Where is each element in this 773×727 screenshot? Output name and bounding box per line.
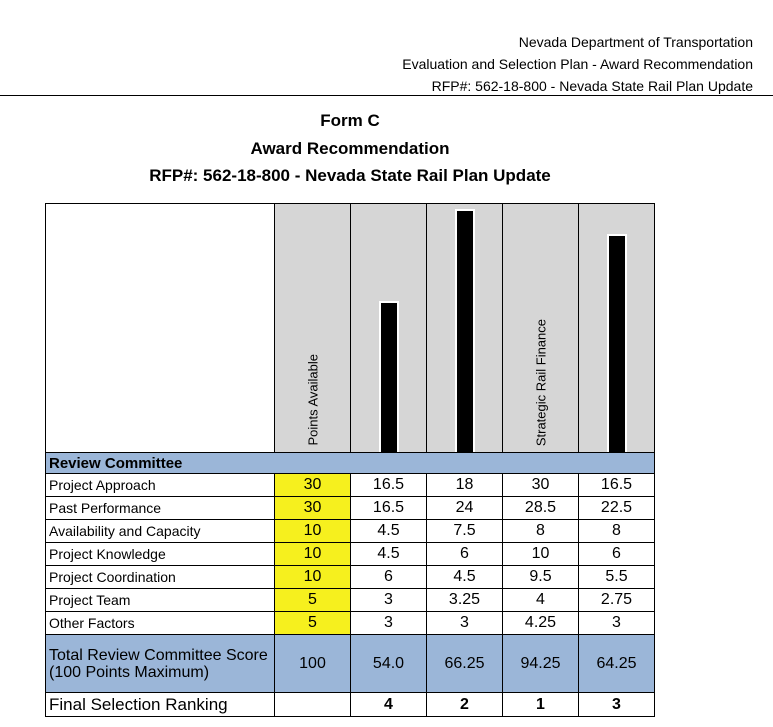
row-points-available: 5 — [275, 612, 351, 635]
table-row — [46, 543, 655, 566]
row-points-available: 10 — [275, 566, 351, 589]
row-proposer-3-score: 9.5 — [503, 566, 579, 589]
row-proposer-3-score: 10 — [503, 543, 579, 566]
header-plan: Evaluation and Selection Plan - Award Recommendation — [402, 56, 753, 72]
ranking-proposer-4: 3 — [579, 693, 655, 717]
row-proposer-2-score: 18 — [427, 474, 503, 497]
section-row — [46, 453, 655, 474]
total-row — [46, 635, 655, 693]
table-row — [46, 589, 655, 612]
total-label: Total Review Committee Score (100 Points Maximum) — [46, 635, 275, 693]
row-proposer-3-score: 4.25 — [503, 612, 579, 635]
table-row — [46, 520, 655, 543]
row-proposer-2-score: 3.25 — [427, 589, 503, 612]
proposer-4-redaction-bar — [607, 234, 627, 452]
row-proposer-1-score: 16.5 — [351, 497, 427, 520]
column-header-row — [46, 204, 655, 453]
row-proposer-3-score: 4 — [503, 589, 579, 612]
ranking-proposer-2: 2 — [427, 693, 503, 717]
section-review-committee: Review Committee — [46, 453, 655, 474]
table-row — [46, 612, 655, 635]
row-proposer-3-score: 30 — [503, 474, 579, 497]
row-label: Project Approach — [46, 474, 275, 497]
ranking-proposer-3: 1 — [503, 693, 579, 717]
header-divider — [0, 95, 773, 96]
header-proposer-2 — [427, 204, 503, 453]
award-recommendation-table — [45, 203, 655, 717]
row-label: Other Factors — [46, 612, 275, 635]
table-row — [46, 497, 655, 520]
table-row — [46, 566, 655, 589]
ranking-proposer-1: 4 — [351, 693, 427, 717]
row-proposer-2-score: 4.5 — [427, 566, 503, 589]
row-proposer-2-score: 3 — [427, 612, 503, 635]
row-proposer-1-score: 4.5 — [351, 520, 427, 543]
proposer-1-redaction-bar — [379, 301, 399, 452]
header-proposer-3 — [503, 204, 579, 453]
table-row — [46, 474, 655, 497]
header-proposer-1 — [351, 204, 427, 453]
row-points-available: 30 — [275, 497, 351, 520]
ranking-points-blank — [275, 693, 351, 717]
ranking-label: Final Selection Ranking — [46, 693, 275, 717]
row-label: Project Coordination — [46, 566, 275, 589]
row-points-available: 10 — [275, 543, 351, 566]
ranking-row — [46, 693, 655, 717]
row-proposer-4-score: 8 — [579, 520, 655, 543]
header-proposer-4 — [579, 204, 655, 453]
total-proposer-1: 54.0 — [351, 635, 427, 693]
document-header — [402, 31, 753, 97]
row-points-available: 30 — [275, 474, 351, 497]
row-label: Project Team — [46, 589, 275, 612]
form-rfp-title: RFP#: 562-18-800 - Nevada State Rail Plan Update — [149, 166, 551, 185]
header-rfp: RFP#: 562-18-800 - Nevada State Rail Plan Update — [431, 78, 753, 94]
row-proposer-4-score: 3 — [579, 612, 655, 635]
row-label: Project Knowledge — [46, 543, 275, 566]
header-blank-cell — [46, 204, 275, 453]
score-rows — [46, 474, 655, 635]
row-label: Past Performance — [46, 497, 275, 520]
row-label: Availability and Capacity — [46, 520, 275, 543]
row-proposer-3-score: 28.5 — [503, 497, 579, 520]
row-proposer-1-score: 3 — [351, 589, 427, 612]
row-proposer-1-score: 6 — [351, 566, 427, 589]
row-proposer-1-score: 3 — [351, 612, 427, 635]
header-agency: Nevada Department of Transportation — [518, 34, 753, 50]
proposer-2-redaction-bar — [455, 209, 475, 452]
row-points-available: 10 — [275, 520, 351, 543]
form-title: Form C — [320, 111, 380, 130]
points-available-label: Points Available — [305, 354, 320, 446]
form-subtitle: Award Recommendation — [250, 139, 450, 158]
row-proposer-1-score: 16.5 — [351, 474, 427, 497]
row-proposer-1-score: 4.5 — [351, 543, 427, 566]
total-points: 100 — [275, 635, 351, 693]
proposer-3-label: Strategic Rail Finance — [533, 318, 548, 446]
row-proposer-3-score: 8 — [503, 520, 579, 543]
total-proposer-3: 94.25 — [503, 635, 579, 693]
row-proposer-4-score: 16.5 — [579, 474, 655, 497]
row-proposer-4-score: 2.75 — [579, 589, 655, 612]
row-points-available: 5 — [275, 589, 351, 612]
total-proposer-2: 66.25 — [427, 635, 503, 693]
row-proposer-4-score: 6 — [579, 543, 655, 566]
row-proposer-2-score: 6 — [427, 543, 503, 566]
row-proposer-4-score: 22.5 — [579, 497, 655, 520]
row-proposer-4-score: 5.5 — [579, 566, 655, 589]
header-points-available — [275, 204, 351, 453]
total-proposer-4: 64.25 — [579, 635, 655, 693]
row-proposer-2-score: 7.5 — [427, 520, 503, 543]
row-proposer-2-score: 24 — [427, 497, 503, 520]
